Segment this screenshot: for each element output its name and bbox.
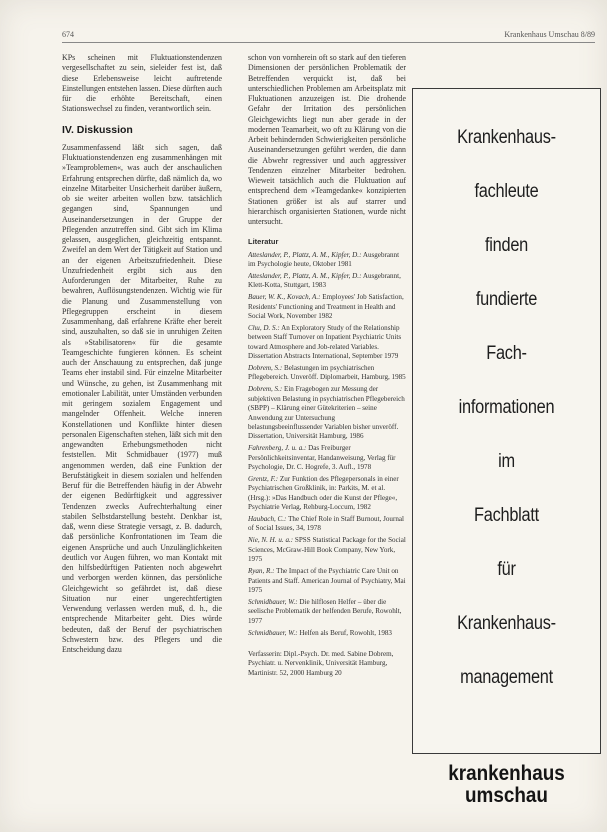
discussion-paragraph: Zusammenfassend läßt sich sagen, daß Fluktuationstendenzen eng zusammenhängen mit »Teamproblemen«, was auch der anschaulichen Erfahrung entsprechen dürfte, daß nämlich da, wo einzelne Mitarbeiter Unsicherheit darüber äußern, ob sie weiter arbeiten wollen bzw. tatsächlich gegangen sind, Spannungen und Auseinandersetzungen in der Gruppe der Pflegenden anzutreffen sind. Gibt sich im Klima gelassen, ausgeglichen, gleichzeitig entspannt. Zweifel an dem Wert der Tätigkeit auf Station und an der eigenen Arbeitszufriedenheit. Diese Unzufriedenheit ergibt sich aus den Auforderungen der Mitarbeiter, Ruhe zu bewahren, Auflösungstendenzen. Wichtig wie für die Planung und Zusammenstellung von Pflegegruppen erscheint in diesem Zusammenhang, daß erfahrene Kräfte eher bereit sind, auszuhalten, so daß sie in unruhigen Zeiten als »Stabilisatoren« für die gesamte Teamgeschichte fungieren können. Es scheint auch der Anschauung zu entsprechen, daß junge Teams eher instabil sind. Für einzelne Mitarbeiter und Wünsche, zu gehen, ist Zusammenhang mit emotionaler Labilität, unter Umständen verbunden mit geringem sozialem Engagement und mangelnder Offenheit. Welche inneren Konstellationen und Konflikte hinter diesen personalen Eigenschaften stehen, läßt sich mit den angewandten Erhebungsmethoden nicht feststellen. Mit Schmidbauer (1977) muß angenommen werden, daß eine Funktion der Berufstätigkeit in diesem sozialen und helfenden Beruf für die Betreffenden häufig in der Abwehr der eigenen Bedürftigkeit und aggressiver Tendenzen zwecks Aufrechterhaltung einer stabilen Selbstdarstellung besteht. Denkbar ist, daß, wenn diese Strategie versagt, z. B. dadurch, daß persönliche Konfrontationen im Team die eigenen Ansprüche und auch Unzulänglichkeiten deutlich vor Augen führen, wo man Kontakt mit den hilfsbedürftigen Patienten noch abgewehrt und verborgen werden können, das persönliche Gleichgewicht so gefährdet ist, daß diese Situation nur einer ungerechtfertigten Verwendung verlassen werden muß, d. h., die entsprechende Mitarbeiter geht. Dies würde bedeuten, daß der Beruf der psychiatrischen Schwestern bzw. des Pflegers und die Entscheidung dazu	[62, 142, 222, 654]
reference-item: Chu, D. S.: An Exploratory Study of the Relationship between Staff Turnover on Inpatient Psychiatric Units toward Atmosphere and Job-related Variables. Dissertation Abstracts International, September 1979	[248, 323, 402, 361]
ad-line: Fachblatt	[474, 505, 539, 526]
reference-item: Nie, N. H. u. a.: SPSS Statistical Package for the Social Sciences, McGraw-Hill Book Company, New York, 1975	[248, 536, 406, 564]
header-rule	[62, 42, 595, 43]
continued-paragraph: schon von vornherein oft so stark auf den tieferen Dimensionen der persönlichen Problematik der Betreffenden verquickt ist, daß bei unterschiedlichen Problemen am Arbeitsplatz mit Fluktuationen anzuzeigen ist. Die drohende Gefahr der Irritation des persönlichen Gleichgewichts liegt nun aber gerade in der modernen Teamarbeit, wo oft zu Klärung von die Arbeit behindernden Schwierigkeiten persönliche Auseinandersetzungen geführt werden, die dann die Abwehr regressiver und auch aggressiver Tendenzen einzelner Mitarbeiter bedrohen. Wieweit tatsächlich auch die Fluktuation auf entsprechend dem »Teamgedanke« konzipierten Stationen größer ist als auf starrer und hierarchisch organisierten Stationen, wurde nicht untersucht.	[248, 53, 406, 226]
reference-item: Grentz, F.: Zur Funktion des Pflegepersonals in einer Psychiatrischen Großklinik, in: Parkits, M. et al. (Hrsg.): »Das Handbuch oder die Kunst der Pflege«, Psychiatrie Verlag, Rehburg-Loccum, 1982	[248, 474, 399, 512]
ad-line: fundierte	[475, 289, 538, 310]
reference-item: Schmidbauer, W.: Die hilflosen Helfer – über die seelische Problematik der helfenden Berufe, Rowohlt, 1977	[248, 597, 402, 625]
author-address: Verfasserin: Dipl.-Psych. Dr. med. Sabine Dobrem, Psychiatr. u. Nervenklinik, Universität Hamburg, Martinistr. 52, 2000 Hamburg 20	[248, 649, 394, 677]
reference-item: Atteslander, P., Plattz, A. M., Kipfer, D.: Ausgebrannt im Psychologie heute, Oktober 1981	[248, 250, 400, 268]
reference-item: Haubach, C.: The Chief Role in Staff Burnout, Journal of Social Issues, 34, 1978	[248, 515, 404, 533]
running-title: Krankenhaus Umschau 8/89	[504, 30, 595, 39]
ad-line: im	[498, 451, 515, 472]
section-heading: IV. Diskussion	[62, 123, 133, 136]
ad-line: informationen	[458, 397, 555, 418]
reference-item: Schmidbauer, W.: Helfen als Beruf, Rowohlt, 1983	[248, 628, 392, 637]
page-number: 674	[62, 30, 74, 39]
reference-item: Fahrenberg, J. u. a.: Das Freiburger Persönlichkeitsinventar, Handanweisung, Verlag für Psychologie, Dr. C. Hogrefe, 3. Aufl., 1978	[248, 444, 396, 472]
ad-line: management	[460, 667, 553, 688]
krankenhaus-umschau-logo-top: krankenhaus	[448, 762, 565, 785]
text-column-left	[62, 53, 222, 828]
intro-paragraph: KPs scheinen mit Fluktuationstendenzen vergesellschaftet zu sein, sieleider fest ist, daß diese Erlebensweise leicht auftretende Einstellungen entstehen lassen. Diese dürften auch für die erhöhte Bereitschaft, einen Stationswechsel zu finden, verantwortlich sein.	[62, 53, 222, 114]
ad-line: für	[497, 559, 516, 580]
ad-line: fachleute	[474, 181, 539, 202]
ad-line: finden	[485, 235, 528, 256]
literature-heading: Literatur	[248, 237, 279, 247]
reference-item: Dobrem, S.: Belastungen im psychiatrischen Pflegebereich. Unveröff. Diplomarbeit, Hamburg, 1985	[248, 363, 406, 382]
ad-line: Fach-	[486, 343, 527, 364]
page-header	[62, 30, 595, 42]
ad-line: Krankenhaus-	[457, 613, 556, 634]
reference-item: Atteslander, P., Plattz, A. M., Kipfer, D.: Ausgebrannt, Klett-Kotta, Stuttgart, 1983	[248, 271, 401, 290]
reference-item: Dobrem, S.: Ein Fragebogen zur Messung der subjektiven Belastung in psychiatrischen Pflegebereich (SBPP) – Klärung einer Gütekriterien – seine Anwendung zur Untersuchung belastungsbeeinflussender Variablen bisher unveröff. Dissertation, Universität Hamburg, 1986	[248, 385, 405, 441]
krankenhaus-umschau-logo-bottom: umschau	[465, 784, 548, 807]
ad-line: Krankenhaus-	[457, 127, 556, 148]
reference-item: Ryan, R.: The Impact of the Psychiatric Care Unit on Patients and Staff. American Journal of Psychiatry, Mai 1975	[248, 567, 406, 594]
reference-item: Bauer, W. K., Kovach, A.: Employees' Job Satisfaction, Residents' Functioning and Treatment in Health and Social Work, November 1982	[248, 293, 404, 320]
advertisement-box	[412, 88, 601, 754]
reference-list	[248, 251, 406, 638]
text-column-middle	[248, 53, 406, 828]
